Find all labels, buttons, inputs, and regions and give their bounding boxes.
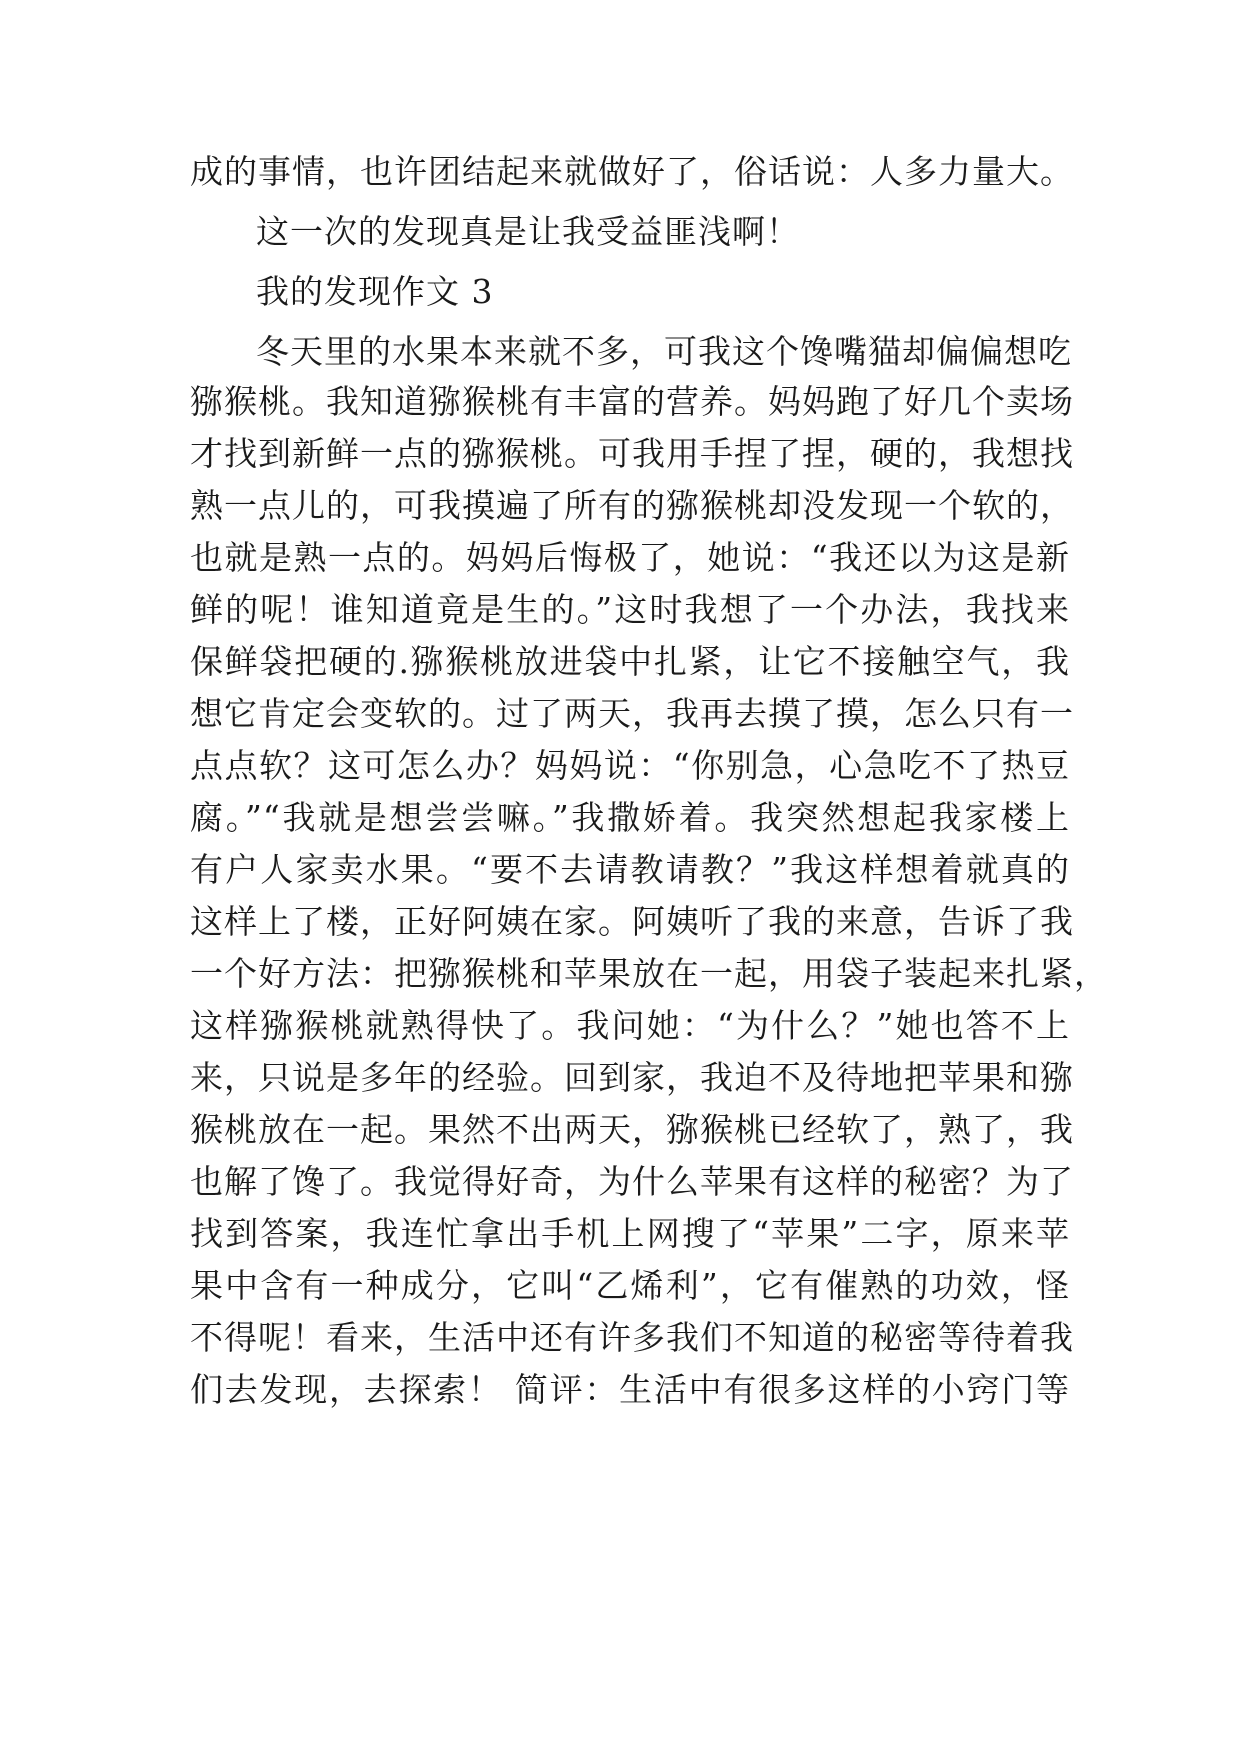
text-line: 才找到新鲜一点的猕猴桃。可我用手捏了捏，硬的，我想找: [190, 434, 1074, 473]
text-line: 这样猕猴桃就熟得快了。我问她：“为什么？”她也答不上: [190, 1006, 1070, 1045]
text-line: 果中含有一种成分，它叫“乙烯利”，它有催熟的功效，怪: [190, 1266, 1070, 1305]
text-line: 猴桃放在一起。果然不出两天，猕猴桃已经软了，熟了，我: [190, 1110, 1074, 1149]
text-line: 成的事情，也许团结起来就做好了，俗话说：人多力量大。: [190, 152, 1074, 191]
text-line: 这一次的发现真是让我受益匪浅啊！: [256, 212, 800, 251]
text-line: 保鲜袋把硬的.猕猴桃放进袋中扎紧，让它不接触空气，我: [190, 642, 1070, 681]
text-line: 不得呢！看来，生活中还有许多我们不知道的秘密等待着我: [190, 1318, 1074, 1357]
text-line: 们去发现，去探索！ 简评：生活中有很多这样的小窍门等: [190, 1370, 1070, 1409]
text-line: 猕猴桃。我知道猕猴桃有丰富的营养。妈妈跑了好几个卖场: [190, 382, 1074, 421]
text-line: 想它肯定会变软的。过了两天，我再去摸了摸，怎么只有一: [190, 694, 1074, 733]
text-line: 这样上了楼，正好阿姨在家。阿姨听了我的来意，告诉了我: [190, 902, 1074, 941]
text-line: 也解了馋了。我觉得好奇，为什么苹果有这样的秘密？为了: [190, 1162, 1074, 1201]
text-line: 熟一点儿的，可我摸遍了所有的猕猴桃却没发现一个软的，: [190, 486, 1074, 525]
text-line: 一个好方法：把猕猴桃和苹果放在一起，用袋子装起来扎紧，: [190, 954, 1108, 993]
text-line: 有户人家卖水果。“要不去请教请教？”我这样想着就真的: [190, 850, 1070, 889]
section-heading: 我的发现作文 3: [256, 272, 494, 311]
text-line: 找到答案，我连忙拿出手机上网搜了“苹果”二字，原来苹: [190, 1214, 1070, 1253]
text-line: 鲜的呢！谁知道竟是生的。”这时我想了一个办法，我找来: [190, 590, 1070, 629]
text-line: 点点软？这可怎么办？妈妈说：“你别急，心急吃不了热豆: [190, 746, 1070, 785]
text-line: 腐。”“我就是想尝尝嘛。”我撒娇着。我突然想起我家楼上: [190, 798, 1070, 837]
text-line: 冬天里的水果本来就不多，可我这个馋嘴猫却偏偏想吃: [256, 332, 1072, 371]
text-line: 来，只说是多年的经验。回到家，我迫不及待地把苹果和猕: [190, 1058, 1074, 1097]
text-line: 也就是熟一点的。妈妈后悔极了，她说：“我还以为这是新: [190, 538, 1070, 577]
